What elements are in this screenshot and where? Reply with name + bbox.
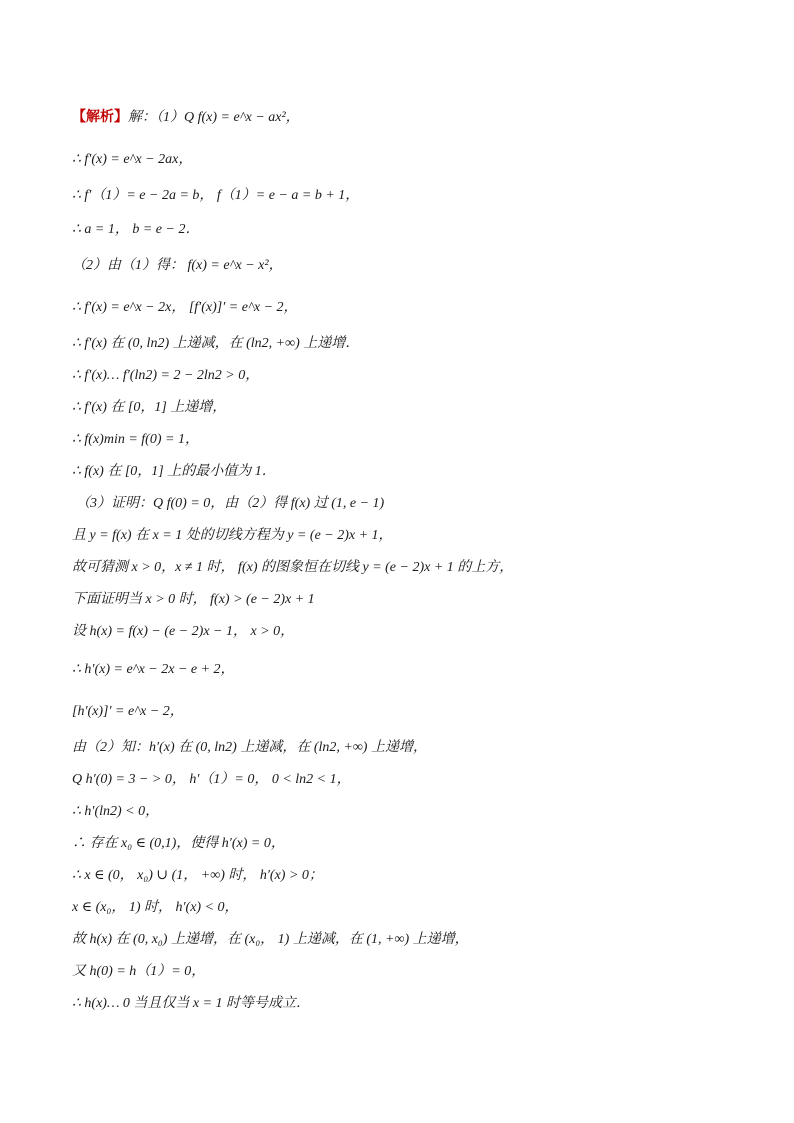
solution-line-12: [76, 494, 384, 513]
solution-line-18: [72, 702, 184, 721]
solution-line-14: [72, 558, 513, 577]
solution-line-11: [72, 462, 276, 481]
equation-text: ∴ f′（1）= e − 2a = b， f（1）= e − a = b + 1，: [72, 188, 360, 203]
solution-line-7: [72, 334, 359, 353]
solution-line-2: [72, 150, 192, 169]
equation-text: （2）由（1）得： f(x) = e^x − x²，: [72, 258, 283, 273]
equation-text: 故可猜测 x > 0，x ≠ 1 时， f(x) 的图象恒在切线 y = (e − 2)x + 1 的上方，: [72, 560, 514, 575]
equation-text: ∴ x ∈ (0， x₀) ∪ (1， +∞) 时， h′(x) > 0；: [72, 868, 323, 883]
equation-text: ∴ f′(x) = e^x − 2ax，: [72, 152, 193, 167]
equation-text: 故 h(x) 在 (0, x₀) 上递增，在 (x₀， 1) 上递减，在 (1, +∞) 上递增，: [72, 932, 469, 947]
solution-line-22: [72, 834, 285, 853]
equation-text: 由（2）知：h′(x) 在 (0, ln2) 上递减，在 (ln2, +∞) 上递增，: [72, 740, 427, 755]
equation-text: 设 h(x) = f(x) − (e − 2)x − 1， x > 0，: [72, 624, 295, 639]
equation-text: ∴ f′(x) = e^x − 2x， [f′(x)]′ = e^x − 2，: [72, 300, 298, 315]
equation-text: 且 y = f(x) 在 x = 1 处的切线方程为 y = (e − 2)x + 1，: [72, 528, 393, 543]
solution-line-25: [72, 930, 469, 949]
solution-line-20: [72, 770, 351, 789]
equation-text: ∴ h′(x) = e^x − 2x − e + 2，: [72, 662, 235, 677]
solution-line-21: [72, 802, 159, 821]
equation-text: ∴ f′(x)… f′(ln2) = 2 − 2ln2 > 0，: [72, 368, 260, 383]
solution-line-23: [72, 866, 323, 885]
solution-line-8: [72, 366, 259, 385]
solution-line-19: [72, 738, 427, 757]
solution-line-26: [72, 962, 205, 981]
solution-line-3: [72, 186, 359, 205]
solution-line-4: [72, 220, 199, 239]
solution-line-27: [72, 994, 310, 1013]
equation-text: （3）证明：Q f(0) = 0，由（2）得 f(x) 过 (1, e − 1): [76, 496, 385, 511]
solution-line-13: [72, 526, 393, 545]
solution-line-9: [72, 398, 226, 417]
equation-text: 又 h(0) = h（1）= 0，: [72, 964, 206, 979]
equation-text: ∴ f′(x) 在 (0, ln2) 上递减，在 (ln2, +∞) 上递增．: [72, 336, 360, 351]
solution-line-5: [72, 256, 283, 275]
solution-line-17: [72, 660, 235, 679]
equation-text: ∴ f′(x) 在 [0，1] 上递增，: [72, 400, 227, 415]
equation-text: ∴ h(x)… 0 当且仅当 x = 1 时等号成立．: [72, 996, 311, 1011]
equation-text: ∴ f(x) 在 [0，1] 上的最小值为 1．: [72, 464, 276, 479]
solution-line-6: [72, 298, 298, 317]
solution-line-1: [72, 108, 300, 127]
equation-text: 下面证明当 x > 0 时， f(x) > (e − 2)x + 1: [72, 592, 315, 607]
analysis-label: 【解析】: [72, 109, 128, 125]
equation-text: [h′(x)]′ = e^x − 2，: [72, 704, 184, 719]
equation-text: Q h′(0) = 3 − > 0， h′（1）= 0， 0 < ln2 < 1，: [72, 772, 351, 787]
solution-line-24: [72, 898, 239, 917]
equation-text: ∴ a = 1， b = e − 2．: [72, 222, 200, 237]
solution-line-10: [72, 430, 199, 449]
equation-text: ∴ f(x)min = f(0) = 1，: [72, 432, 199, 447]
equation-text: ∴ 存在 x₀ ∈ (0,1)，使得 h′(x) = 0，: [72, 836, 285, 851]
solution-line-16: [72, 622, 294, 641]
equation-text: 解：（1）Q f(x) = e^x − ax²，: [128, 110, 300, 125]
equation-text: x ∈ (x₀， 1) 时， h′(x) < 0，: [72, 900, 239, 915]
solution-line-15: [72, 590, 315, 609]
equation-text: ∴ h′(ln2) < 0，: [72, 804, 160, 819]
